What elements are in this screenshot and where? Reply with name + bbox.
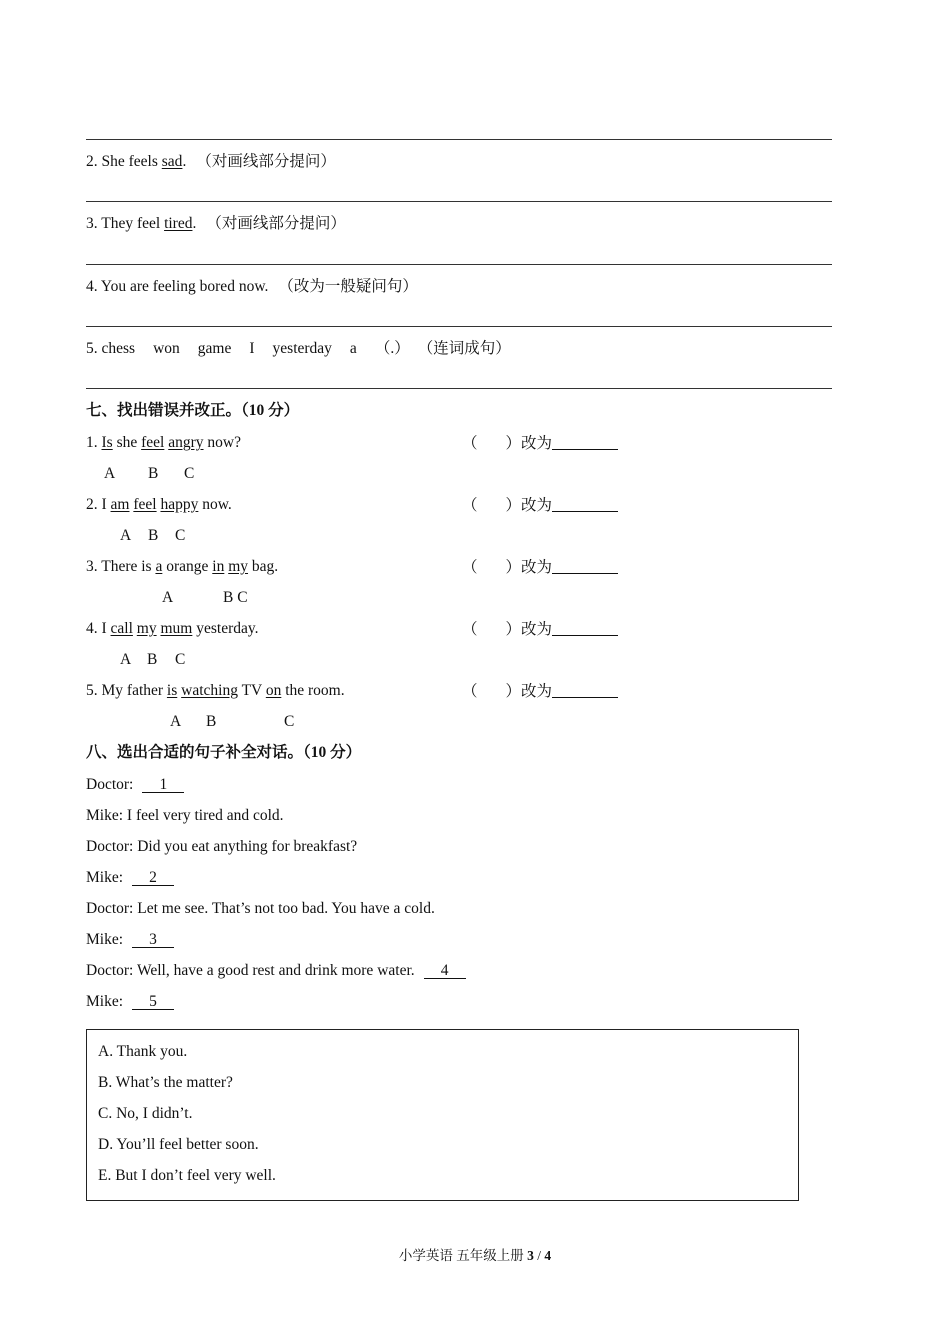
correction-label: ）改为 [505,497,553,514]
underlined-word: my [228,558,249,575]
underlined-word: is [166,682,178,699]
option-c: C. No, I didn’t. [98,1105,193,1122]
text: 3. There is [86,558,156,575]
text: 5. My father [86,682,167,699]
q-text: . [182,153,187,170]
underlined-word: tired [164,215,193,232]
dialogue-blank[interactable]: 2 [132,870,174,886]
dialogue-line-8 [86,994,174,1010]
answer-blank[interactable] [552,621,618,636]
page-total: 4 [544,1248,552,1263]
dialogue-line-2 [86,808,284,824]
dialogue-blank[interactable]: 1 [142,777,184,793]
underlined-word: on [265,682,282,699]
bracket: （ [462,621,478,638]
dialogue-line-5 [86,901,435,917]
dialogue-line-6 [86,932,174,948]
option-letter: B C [223,589,248,606]
option-letter: B [206,713,217,730]
error-item-2 [86,497,232,513]
q-number: 3. [86,215,102,232]
correction-label: ）改为 [505,435,553,452]
answer-line [86,264,832,265]
answer-line [86,388,832,389]
underlined-word: angry [168,434,204,451]
question-6-2 [86,154,336,170]
speaker: Mike: [86,993,124,1010]
dialogue-text: Well, have a good rest and drink more water. [136,962,415,979]
correction-field-2[interactable] [462,497,618,514]
dialogue-line-3 [86,839,357,855]
speaker: Doctor: [86,962,134,979]
answer-blank[interactable] [552,683,618,698]
answer-line [86,326,832,327]
text: TV [237,682,266,699]
underlined-word: am [110,496,130,513]
text: the room. [281,682,345,699]
page-footer [0,1249,950,1263]
dialogue-line-4 [86,870,174,886]
correction-label: ）改为 [505,559,553,576]
option-letter: A [162,589,174,606]
option-letter: C [175,651,186,668]
speaker: Doctor: [86,838,134,855]
question-6-4 [86,279,418,295]
option-letter: A [170,713,182,730]
speaker: Mike: [86,931,124,948]
underlined-word: feel [133,496,157,513]
underlined-word: sad [161,153,183,170]
error-item-4 [86,621,259,637]
bracket: （ [462,683,478,700]
option-letter: B [147,651,158,668]
dialogue-text: I feel very tired and cold. [126,807,284,824]
dialogue-blank[interactable]: 5 [132,994,174,1010]
option-letter: A [104,465,116,482]
footer-label: 小学英语 五年级上册 [398,1248,528,1263]
option-letter: C [175,527,186,544]
question-6-5 [86,341,511,357]
text: bag. [248,558,279,575]
error-item-1 [86,435,241,451]
underlined-word: call [110,620,133,637]
underlined-word: Is [101,434,113,451]
answer-blank[interactable] [552,435,618,450]
q-text: They feel [101,215,165,232]
correction-field-3[interactable] [462,559,618,576]
speaker: Mike: [86,869,124,886]
speaker: Doctor: [86,900,134,917]
text: orange [162,558,213,575]
option-letter: A [120,651,132,668]
option-letter: B [148,527,159,544]
underlined-word: my [136,620,157,637]
word: I [249,340,255,357]
option-b: B. What’s the matter? [98,1074,233,1091]
section-7-title: 七、找出错误并改正。（10 分） [86,402,300,419]
dialogue-text: Did you eat anything for breakfast? [137,838,358,855]
q-number: 2. [86,153,102,170]
word: 5. chess [86,340,136,357]
text: 2. I [86,496,111,513]
option-letter: C [184,465,195,482]
page-separator: / [533,1248,545,1263]
underlined-word: watching [181,682,238,699]
option-e: E. But I don’t feel very well. [98,1167,276,1184]
text: 4. I [86,620,111,637]
underlined-word: a [155,558,163,575]
word: （.） [374,340,410,357]
error-item-3 [86,559,278,575]
option-letter: C [284,713,295,730]
answer-line [86,139,832,140]
speaker: Doctor: [86,776,134,793]
page-number: 3 [527,1248,534,1263]
option-d: D. You’ll feel better soon. [98,1136,259,1153]
instruction-note: （对画线部分提问） [206,215,346,232]
bracket: （ [462,435,478,452]
word: game [197,340,232,357]
text: she [112,434,142,451]
q-text: . [192,215,197,232]
word: won [153,340,180,357]
instruction-note: （对画线部分提问） [196,153,336,170]
error-item-5 [86,683,345,699]
underlined-word: happy [160,496,199,513]
dialogue-line-1 [86,777,184,793]
instruction-note: （连词成句） [417,340,511,357]
underlined-word: mum [160,620,193,637]
answer-line [86,201,832,202]
word: yesterday [272,340,332,357]
correction-field-5[interactable] [462,683,618,700]
correction-field-4[interactable] [462,621,618,638]
correction-field-1[interactable] [462,435,618,452]
instruction-note: （改为一般疑问句） [278,278,418,295]
bracket: （ [462,559,478,576]
dialogue-text: Let me see. That’s not too bad. You have a cold. [137,900,435,917]
dialogue-blank[interactable]: 4 [424,963,466,979]
underlined-word: in [212,558,225,575]
option-letter: B [148,465,159,482]
answer-blank[interactable] [552,559,618,574]
answer-blank[interactable] [552,497,618,512]
correction-label: ）改为 [505,683,553,700]
bracket: （ [462,497,478,514]
text: 1. [86,434,102,451]
dialogue-blank[interactable]: 3 [132,932,174,948]
word: a [349,340,357,357]
correction-label: ）改为 [505,621,553,638]
q-text: She feels [101,153,162,170]
section-8-title: 八、选出合适的句子补全对话。（10 分） [86,744,362,761]
option-a: A. Thank you. [98,1043,188,1060]
question-6-3 [86,216,346,232]
underlined-word: feel [141,434,165,451]
option-letter: A [120,527,132,544]
text: yesterday. [192,620,259,637]
q-text: 4. You are feeling bored now. [86,278,269,295]
speaker: Mike: [86,807,124,824]
text: now. [198,496,232,513]
text: now? [203,434,241,451]
dialogue-line-7 [86,963,466,979]
